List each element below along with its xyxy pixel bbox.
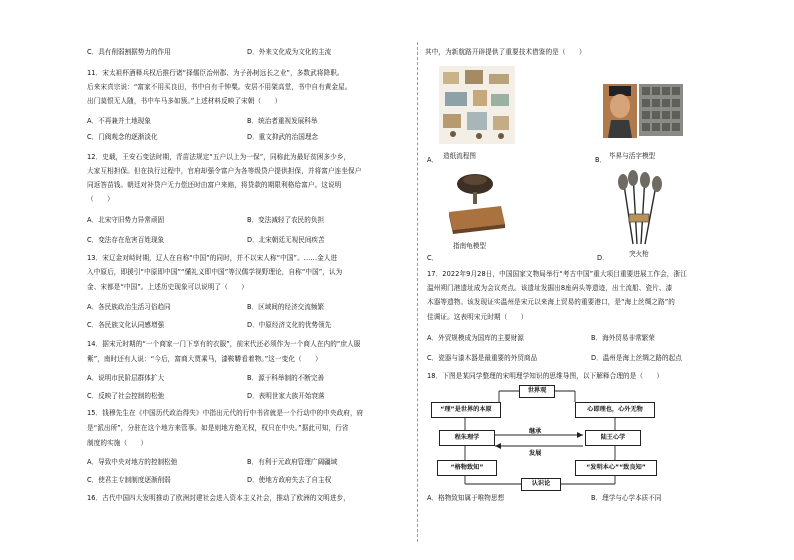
- option-d: D．外来文化成为文化的主流: [247, 48, 332, 56]
- q14-option-c: C．反映了社会控制的松弛: [87, 392, 165, 400]
- column-divider: [417, 42, 418, 542]
- q14-option-a: A．说明市民阶层群体扩大: [87, 374, 165, 382]
- q17-line-1: 17．2022年9月28日，中国国家文物局举行“考古中国”重大项目重要进展工作会，浙江: [427, 270, 687, 278]
- q11-option-d: D．重文抑武的治国理念: [247, 133, 319, 141]
- q15-option-a: A．导致中央对地方的控制松弛: [87, 458, 178, 466]
- q12-line-4: （ ）: [87, 195, 114, 203]
- q15-line-3: 制度的实施（ ）: [87, 439, 148, 447]
- movable-type-model: [639, 84, 683, 136]
- q12-option-a: A．北宋守旧势力异常顽固: [87, 216, 165, 224]
- mind-map-diagram: [425, 380, 755, 500]
- compass-caption: 指南龟模型: [453, 242, 486, 250]
- diagram-develop-label: 发展: [529, 450, 542, 457]
- papermaking-image: [439, 66, 515, 144]
- q14-option-d: D．表明世家大族开始衰落: [247, 392, 325, 400]
- q13-option-c: C．各民族文化认同感增强: [87, 321, 165, 329]
- diagram-lu-wang-box: 陆王心学: [585, 430, 641, 446]
- diagram-inherit-label: 继承: [529, 428, 542, 435]
- q17-option-c: C．瓷器与漆木器是最重要的外贸商品: [427, 354, 538, 362]
- q11-option-a: A．不再兼并土地现象: [87, 117, 151, 125]
- diagram-epistemology-box: 认识论: [521, 478, 561, 491]
- q17-option-a: A．外贸规模成为国库的主要财源: [427, 334, 524, 342]
- q11-option-c: C．门阀观念的逐渐淡化: [87, 133, 158, 141]
- q15-option-b: B．有利于元政府管理广阔疆域: [247, 458, 338, 466]
- compass-turtle-image: [445, 168, 507, 238]
- q12-option-c: C．变法存在危害百姓现象: [87, 236, 165, 244]
- diagram-worldview-box: 世界观: [519, 385, 555, 398]
- diagram-mind-box: 心即理也，心外无物: [575, 402, 655, 418]
- diagram-cheng-zhu-box: 程朱理学: [439, 430, 495, 446]
- q13-option-b: B．区域间的经济交流频繁: [247, 303, 325, 311]
- q17-option-d: D．温州是海上丝绸之路的起点: [591, 354, 682, 362]
- q13-line-3: 金、宋都是“中国”。上述历史现象可以说明了（ ）: [87, 283, 248, 291]
- q14-line-1: 14．据宋元时期的“一个商家一门下享有的衣服”，前宋代还必须作为一个商人在内的“庶人服: [87, 340, 361, 348]
- q12-line-1: 12．史载，王安石变法时期，青苗法规定“五户以上为一保”，同称此为最好贫困多少乡，: [87, 153, 351, 161]
- q17-option-b: B．海外贸易非常繁荣: [591, 334, 655, 342]
- diagram-gewu-box: “格物致知”: [437, 460, 497, 476]
- q12-option-d: D．北宋朝廷无视民间疾苦: [247, 236, 325, 244]
- option-a-letter: A．: [427, 156, 439, 164]
- q15-line-2: 是“派出所”，分驻在这个地方来管事。如是则地方绝无权，权只在中央。”据此可知，行省: [87, 424, 349, 432]
- q14-option-b: B．源于科举制的不断完善: [247, 374, 325, 382]
- q13-line-1: 13．宋辽金对峙时期，辽人在自称“中国”的同时，并不以宋人称“中国”。……金人进: [87, 254, 338, 262]
- q11-option-b: B．统治者重视发展科举: [247, 117, 318, 125]
- option-b-letter: B．: [595, 156, 607, 164]
- q15-option-d: D．使地方政府失去了自主权: [247, 476, 332, 484]
- q18-option-b: B．理学与心学本质不同: [591, 494, 662, 502]
- q14-line-2: 紫”，南时还有人说：“今后，富商大贾乘马，漆鞍鞯看着物。”这一变化（ ）: [87, 355, 322, 363]
- q11-line-3: 出门莫恨无人随，书中车马多如簇。”上述材料反映了宋朝（ ）: [87, 97, 282, 105]
- q11-line-1: 11．宋太祖杯酒释兵权后推行诸“择儒臣治州郡、为子孙树远长之业”，多数武将降职。: [87, 69, 344, 77]
- q13-option-d: D．中原经济文化的优势领先: [247, 321, 332, 329]
- q16-line-1: 16．古代中国四大发明推动了欧洲封建社会进入资本主义社会，推动了欧洲的文明进步，: [87, 494, 350, 502]
- diagram-li-origin-box: “理”是世界的本原: [431, 402, 501, 418]
- q17-line-4: 佳调证。这表明宋元时期（ ）: [427, 313, 528, 321]
- q15-line-1: 15．钱穆先生在《中国历代政治得失》中指出元代的行中书省就是一个行动中的中央政府，府: [87, 409, 364, 417]
- papermaking-caption: 造纸流程图: [443, 152, 476, 160]
- q17-line-3: 木器等遗物。该发现证实温州是宋元以来海上贸易的重要港口，是“海上丝绸之路”的: [427, 298, 676, 306]
- fire-lance-caption: 突火枪: [629, 250, 649, 258]
- q11-line-2: 后来宋真宗说：“富家不用买良田，书中自有千钟粟。安居不用架高堂，书中自有黄金屋。: [87, 83, 352, 91]
- option-c: C．具有削弱割据势力的作用: [87, 48, 171, 56]
- q17-line-2: 温州朔门港遗址成为会议亮点。该遗址发掘出8座码头等遗迹，出土流船、瓷片、漆: [427, 284, 673, 292]
- option-c-letter: C．: [427, 254, 439, 262]
- q15-option-c: C．使君主专制制度逐渐削弱: [87, 476, 171, 484]
- q16-continuation: 其中，为新航路开辟提供了重要技术借鉴的是（ ）: [425, 48, 586, 56]
- fire-lance-image: [611, 170, 671, 246]
- diagram-benxin-box: “发明本心”“致良知”: [575, 460, 657, 476]
- option-d-letter: D．: [597, 254, 609, 262]
- q13-option-a: A．各民族政治生活习俗趋同: [87, 303, 171, 311]
- q18-option-a: A．格物致知属于唯物思想: [427, 494, 505, 502]
- q12-option-b: B．变法减轻了农民的负担: [247, 216, 325, 224]
- q18-line-1: 18．下图是某同学整理的宋明理学知识的思维导图，以下解释合理的是（ ）: [427, 372, 664, 380]
- q13-line-2: 入中原后，即援引“中原即中国”“懂礼义即中国”等汉儒学视野理论，自称“中国”，认为: [87, 268, 343, 276]
- q12-line-2: 大家互相担保。但在执行过程中，官府却强令富户为各等级贷户提供担保，并将富户连坐保户: [87, 167, 362, 175]
- q12-line-3: 同返答苗钱。朝廷对补贷户无力偿还时由富户来赔，将贷款的期限利格给富户。这说明: [87, 181, 342, 189]
- bi-sheng-portrait: [603, 84, 637, 138]
- bi-sheng-caption: 毕昇与活字模型: [609, 152, 656, 160]
